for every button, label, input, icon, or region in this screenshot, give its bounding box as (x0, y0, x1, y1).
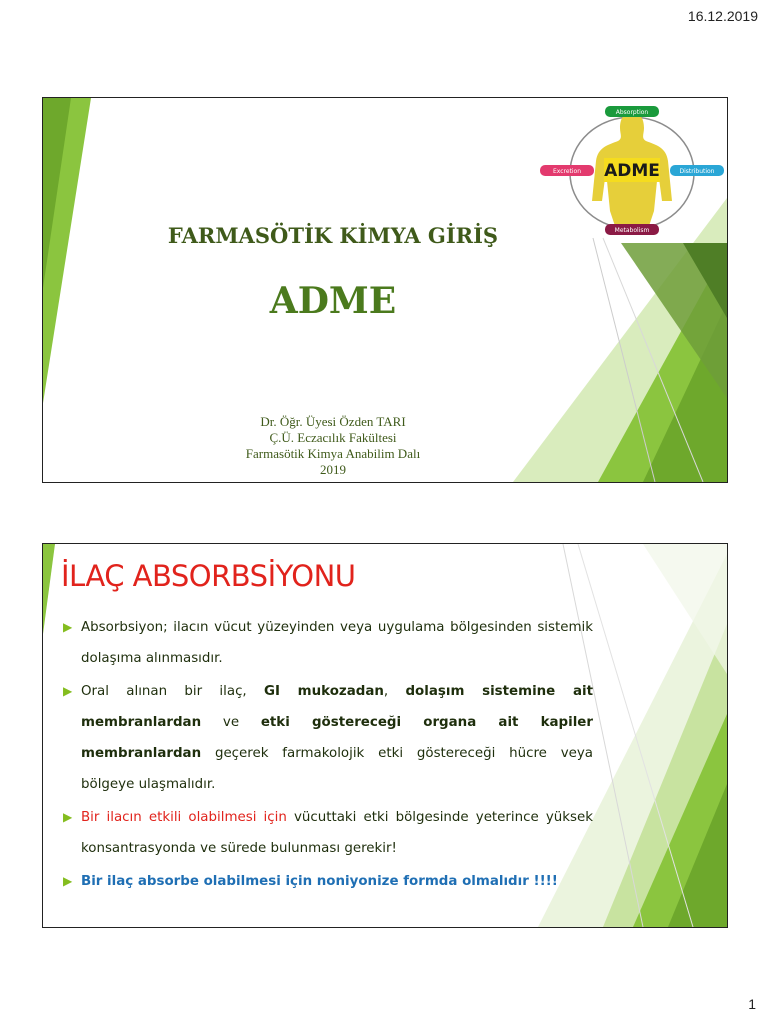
author: Dr. Öğr. Üyesi Özden TARI (260, 414, 406, 429)
bullet-text-bold: dolaşım sistemine ait membranlardan (81, 684, 594, 730)
bullet-item (63, 802, 593, 864)
department: Farmasötik Kimya Anabilim Dalı (245, 446, 421, 461)
bullet-text: vücuttaki etki bölgesinde yeterince yüksek konsantrasyonda ve sürede bulunması gerekir! (81, 810, 593, 856)
center-label: ADME (604, 161, 660, 181)
bullet-text-bold: etki göstereceği organa ait kapiler membranlardan (81, 715, 593, 761)
distribution-label: Distribution (679, 168, 715, 175)
bullet-text-bold: GI mukozadan (264, 684, 384, 699)
bullet-text: , (383, 684, 406, 699)
bullet-arrow-icon: ▶ (63, 874, 73, 888)
slide1-subtitle: ADME (269, 280, 397, 322)
bullet-text-red: Bir ilacın etkili olabilmesi için (81, 810, 287, 825)
slide2-title: İLAÇ ABSORBSİYONU (61, 559, 356, 593)
year: 2019 (320, 462, 346, 477)
faculty: Ç.Ü. Eczacılık Fakültesi (269, 430, 397, 445)
metabolism-label: Metabolism (614, 227, 650, 234)
bullet-list (63, 612, 593, 899)
bullet-text: ve (201, 715, 261, 730)
bullet-item (63, 866, 593, 897)
bullet-item (63, 612, 593, 674)
bullet-arrow-icon: ▶ (63, 620, 73, 634)
slide1-credits (43, 414, 623, 478)
adme-diagram (538, 102, 726, 239)
bullet-text-blue: Bir ilaç absorbe olabilmesi için noniyonize formda olmalıdır !!!! (81, 874, 558, 889)
bullet-text: Absorbsiyon; ilacın vücut yüzeyinden veya uygulama bölgesinden sistemik dolaşıma alınmasıdır. (81, 620, 593, 666)
title-slide (42, 97, 728, 483)
bullet-arrow-icon: ▶ (63, 684, 73, 698)
page-number: 1 (748, 996, 756, 1012)
slide1-title: FARMASÖTİK KİMYA GİRİŞ (167, 223, 499, 248)
absorption-label: Absorption (615, 109, 649, 116)
excretion-label: Excretion (552, 168, 582, 175)
page-date: 16.12.2019 (687, 8, 758, 24)
bullet-text: geçerek farmakolojik etki göstereceği hücre veya bölgeye ulaşmalıdır. (81, 746, 593, 792)
absorption-slide (42, 543, 728, 928)
bullet-text: Oral alınan bir ilaç, (81, 684, 264, 699)
bullet-item (63, 676, 593, 800)
bullet-arrow-icon: ▶ (63, 810, 73, 824)
